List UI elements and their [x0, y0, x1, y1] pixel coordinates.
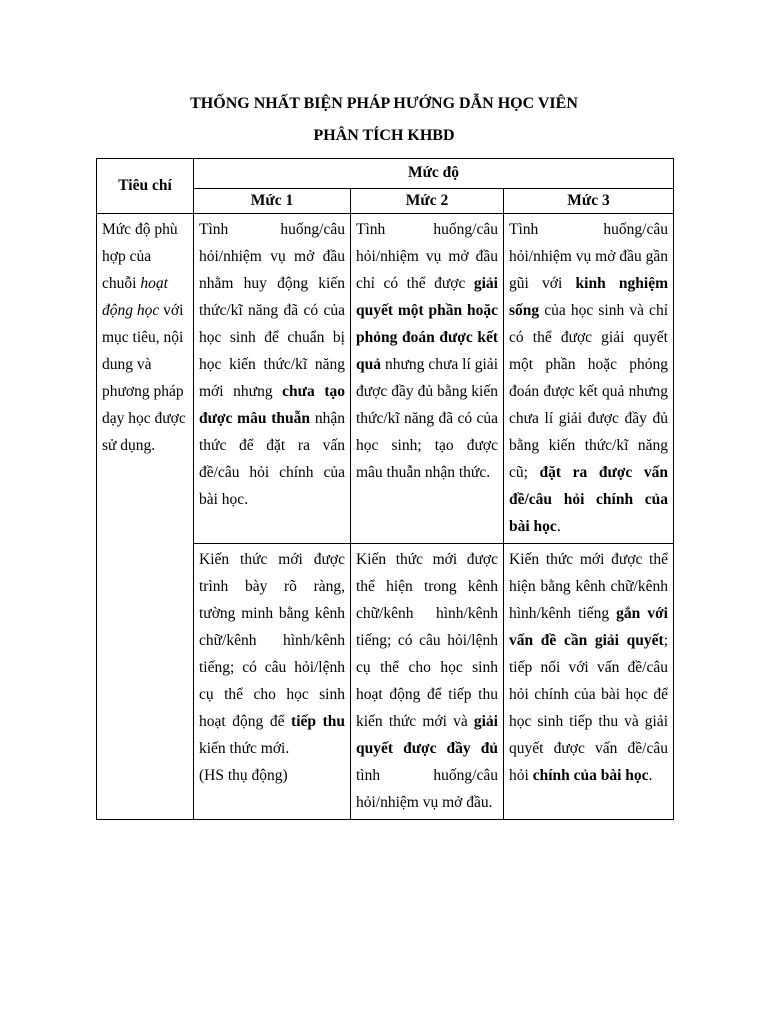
header-level-group: Mức độ — [194, 159, 674, 189]
cell-text-segment: Mức độ phù hợp của chuỗi — [102, 221, 178, 292]
cell-text-segment: Kiến thức mới được trình bày rõ ràng, tường minh bằng kênh chữ/kênh hình/kênh tiếng; có câu hỏi/lệnh cụ thể cho học sinh hoạt động để — [199, 551, 345, 730]
cell-text-segment: tình huống/câu hỏi/nhiệm vụ mở đầu. — [356, 767, 498, 811]
cell-text-segment: . — [556, 518, 561, 535]
level-3-cell-row-2 — [504, 544, 674, 820]
cell-text-segment: giải quyết được đầy đủ — [356, 713, 498, 757]
level-1-cell-row-1 — [194, 214, 351, 544]
table-row — [97, 214, 674, 544]
cell-text-segment: hoạt động học — [102, 275, 168, 319]
level-2-cell-row-2 — [351, 544, 504, 820]
cell-text-segment: gắn với vấn đề cần giải quyết — [509, 605, 668, 649]
cell-text-segment: nhận thức để đặt ra vấn đề/câu hỏi chính của bài học. — [199, 410, 345, 508]
cell-text-segment: (HS thụ động) — [199, 767, 288, 784]
header-level-2: Mức 2 — [351, 189, 504, 214]
cell-text-segment: Kiến thức mới được thể hiện trong kênh chữ/kênh hình/kênh tiếng; có câu hỏi/lệnh cụ thể cho học sinh hoạt động để tiếp thu kiến thức mới và — [356, 551, 498, 730]
document-subtitle: PHÂN TÍCH KHBD — [313, 127, 455, 144]
level-3-cell-row-1 — [504, 214, 674, 544]
level-1-cell-row-2 — [194, 544, 351, 820]
header-criterion: Tiêu chí — [97, 159, 194, 214]
rubric-table — [96, 158, 674, 820]
cell-text-segment: . — [648, 767, 653, 784]
cell-text-segment: ; tiếp nối với vấn đề/câu hỏi chính của bài học để học sinh tiếp thu và giải quyết được vấn đề/câu hỏi — [509, 632, 668, 784]
header-level-1: Mức 1 — [194, 189, 351, 214]
cell-text-segment: chính của bài học — [532, 767, 649, 784]
cell-text-segment: đặt ra được vấn đề/câu hỏi chính của bài học — [509, 464, 669, 535]
document-title: THỐNG NHẤT BIỆN PHÁP HƯỚNG DẪN HỌC VIÊN — [190, 95, 578, 112]
cell-text-segment: chưa tạo được mâu thuẫn — [199, 383, 345, 427]
cell-text-segment: Kiến thức mới được thể hiện bằng kênh chữ/kênh hình/kênh tiếng — [509, 551, 668, 622]
cell-text-segment: kinh nghiệm sống — [509, 275, 668, 319]
cell-text-segment: với mục tiêu, nội dung và phương pháp dạy học được sử dụng. — [102, 302, 186, 454]
cell-text-segment: giải quyết một phần hoặc phỏng đoán được kết quả — [356, 275, 498, 373]
criterion-cell — [97, 214, 194, 820]
header-level-3: Mức 3 — [504, 189, 674, 214]
cell-text-segment: của học sinh và chỉ có thể được giải quyết một phần hoặc phỏng đoán được kết quả nhưng chưa lí giải được đầy đủ bằng kiến thức/kĩ năng cũ; — [509, 302, 668, 481]
level-2-cell-row-1 — [351, 214, 504, 544]
cell-text-segment: nhưng chưa lí giải được đầy đủ bằng kiến thức/kĩ năng đã có của học sinh; tạo được mâu thuẫn nhận thức. — [356, 356, 498, 481]
cell-text-segment: tiếp thu — [291, 713, 345, 730]
cell-text-segment: Tình huống/câu hỏi/nhiệm vụ mở đầu nhằm huy động kiến thức/kĩ năng đã có của học sinh để chuẩn bị học kiến thức/kĩ năng mới nhưng — [199, 221, 345, 400]
cell-text-segment: Tình huống/câu hỏi/nhiệm vụ mở đầu gần gũi với — [509, 221, 668, 292]
header-row-top — [97, 159, 674, 189]
cell-text-segment: Tình huống/câu hỏi/nhiệm vụ mở đầu chỉ có thể được — [356, 221, 498, 292]
cell-text-segment: kiến thức mới. — [199, 740, 290, 757]
